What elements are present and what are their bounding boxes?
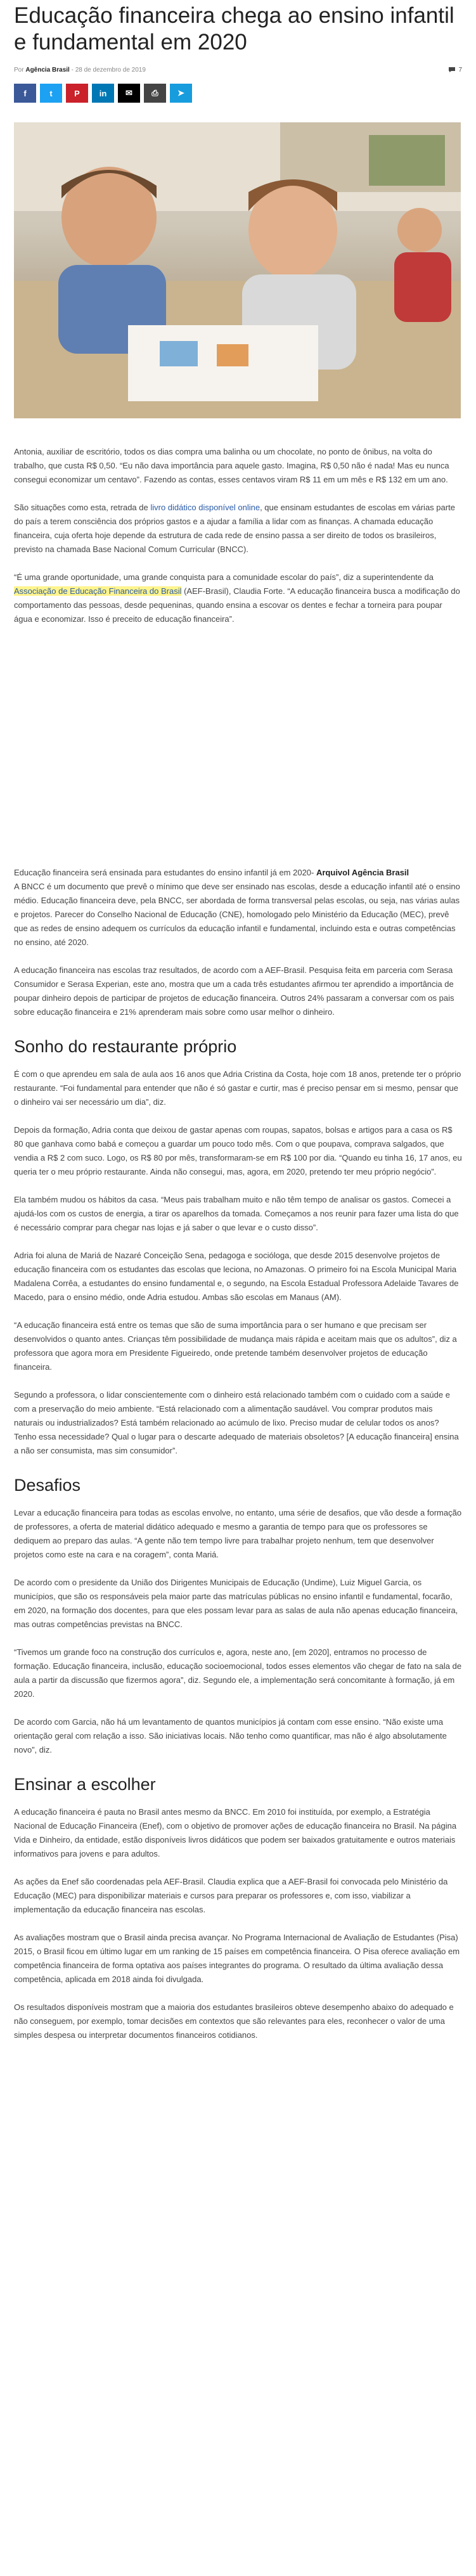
article-title: Educação financeira chega ao ensino infantil e fundamental em 2020: [14, 3, 454, 55]
article-meta: [14, 65, 462, 75]
print-icon: ⎙: [151, 88, 158, 98]
embedded-media-space: [14, 626, 462, 866]
paragraph: É com o que aprendeu em sala de aula aos 16 anos que Adria Cristina da Costa, hoje com 18 anos, pretende ter o próprio restaurante. “Foi fundamental para entender que não é só gastar e curtir, mas é preciso pensar em si mesmo, pensar que o dinheiro vai ser necessário um dia”, diz.: [14, 1069, 461, 1107]
paragraph: A BNCC é um documento que prevê o mínimo que deve ser ensinado nas escolas, desde a educação infantil até o ensino médio. Educação financeira deve, pela BNCC, ser abordada de forma transversal pelas escolas, ou seja, nas várias aulas e projetos. Parecer do Conselho Nacional de Educação (CNE), homologado pelo Ministério da Educação (MEC), prevê que as redes de ensino adequem os currículos da educação infantil e fundamental, incluindo esta e outras competências no ensino, até 2020.: [14, 882, 460, 947]
share-email-button[interactable]: [118, 84, 140, 103]
publish-date: - 28 de dezembro de 2019: [71, 66, 146, 74]
share-twitter-button[interactable]: [40, 84, 62, 103]
linkedin-icon: in: [99, 88, 107, 98]
pinterest-icon: P: [74, 88, 80, 98]
comments-count: 7: [458, 66, 462, 74]
share-pinterest-button[interactable]: [66, 84, 88, 103]
article-body-2: [14, 880, 462, 1019]
classroom-photo: [14, 122, 461, 418]
share-facebook-button[interactable]: [14, 84, 36, 103]
byline: [14, 67, 146, 74]
paragraph-text: , que ensinam estudantes de escolas em várias parte do país a terem consciência dos próprios gastos e a ajudar a família a lidar com as finanças. A chamada educação financeira, cuja oferta hoje depende da estrutura de cada rede de ensino passa a ser direito de todos os brasileiros, previsto na chamada Base Nacional Comum Curricular (BNCC).: [14, 503, 455, 554]
image-caption: [14, 866, 462, 880]
aef-brasil-link[interactable]: Associação de Educação Financeira do Brasil: [14, 586, 182, 596]
paragraph: De acordo com o presidente da União dos Dirigentes Municipais de Educação (Undime), Luiz Miguel Garcia, os municípios, que são os responsáveis pela maior parte das matrículas públicas no ensino infantil e fundamental, focarão, em 2020, na formação dos docentes, para que eles possam levar para as salas de aula não apenas educação financeira, mas outras competências previstas na BNCC.: [14, 1578, 458, 1629]
share-print-button[interactable]: [144, 84, 166, 103]
paragraph-text: (AEF-Brasil), Claudia Forte. “A educação financeira busca a modificação do comportamento das pessoas, desde pequeninas, quando ensina a escovar os dentes e fechar a torneira para poupar água e economizar. Isso é preceito de educação financeira”.: [14, 586, 460, 624]
share-bar: [14, 84, 462, 103]
paragraph: Levar a educação financeira para todas as escolas envolve, no entanto, uma série de desafios, que vão desde a formação de professores, a oferta de material didático adequado e mesmo a garantia de tempo para que os professores se dediquem ao preparo das aulas. “A gente não tem tempo livre para trabalhar projeto nenhum, tem que desenvolver projetos como este na cara e na coragem”, conta Mariá.: [14, 1508, 462, 1559]
comments-link[interactable]: [448, 67, 462, 74]
twitter-icon: t: [49, 88, 53, 98]
by-label: Por: [14, 66, 24, 74]
email-icon: ✉: [125, 88, 132, 98]
textbook-link[interactable]: livro didático disponível online: [150, 503, 261, 512]
paragraph: De acordo com Garcia, não há um levantamento de quantos municípios já contam com esse ensino. “Não existe uma orientação geral com relação a isso. São iniciativas locais. Não tenho como quantificar, mas não é algo absolutamente novo”, diz.: [14, 1717, 447, 1755]
paragraph: Segundo a professora, o lidar conscientemente com o dinheiro está relacionado também com o cuidado com a saúde e com a preservação do meio ambiente. “Está relacionado com a alimentação saudável. Vou comprar produtos mais naturais ou industrializados? Está também relacionado ao acúmulo de lixo. Preciso mudar de celular todos os anos? Tenho essa necessidade? Qual o lugar para o descarte adequado de materiais obsoletos? [A educação financeira] ensina a não ser consumista, mas sim consumidor”.: [14, 1390, 459, 1455]
article-body-5: [14, 1805, 462, 2042]
paragraph: Depois da formação, Adria conta que deixou de gastar apenas com roupas, sapatos, bolsas e artigos para a casa os R$ 80 que ganhava como babá e começou a guardar um pouco todo mês. Com o que poupava, comprava salgados, que vendia a R$ 2 com suco. Logo, os R$ 80 por mês, transformaram-se em R$ 100 por dia. “Quando eu tinha 16, 17 anos, eu queria ter o meu próprio restaurante. Ainda não consegui, mas, agora, em 2020, pretendo ter meu próprio negócio”.: [14, 1125, 462, 1176]
paragraph: [14, 570, 462, 626]
hero-image: [14, 122, 461, 418]
paragraph: A educação financeira nas escolas traz resultados, de acordo com a AEF-Brasil. Pesquisa feita em parceria com Serasa Consumidor e Serasa Experian, este ano, mostra que um a cada três estudantes afirmou ter aprendido a importância de poupar dinheiro depois de participar de projetos de educação financeira. Outros 24% passaram a conversar com os pais sobre educação financeira e 21% aprenderam mais sobre como usar melhor o dinheiro.: [14, 965, 454, 1017]
paragraph: “A educação financeira está entre os temas que são de suma importância para o ser humano e que precisam ser desenvolvidos o quanto antes. Crianças têm possibilidade de mudança mais rápida e aceitam mais que os adultos”, diz a professora que agora mora em Presidente Figueiredo, onde pretende também desenvolver projetos de educação financeira.: [14, 1320, 457, 1372]
paragraph: Adria foi aluna de Mariá de Nazaré Conceição Sena, pedagoga e socióloga, que desde 2015 desenvolve projetos de educação financeira com os estudantes das escolas que leciona, no Amazonas. O primeiro foi na Escola Municipal Maria Madalena Corrêa, a estudantes do ensino fundamental e, o segundo, na Escola Estadual Professora Adelaide Tavares de Macedo, para o ensino médio, onde Adria estudou. Ambas são escolas em Manaus (AM).: [14, 1251, 459, 1302]
caption-text: Educação financeira será ensinada para estudantes do ensino infantil já em 2020-: [14, 868, 316, 877]
paragraph-text: “É uma grande oportunidade, uma grande conquista para a comunidade escolar do país”, diz a superintendente da: [14, 572, 434, 582]
paragraph: Antonia, auxiliar de escritório, todos os dias compra uma balinha ou um chocolate, no ponto de ônibus, na volta do trabalho, que custa R$ 0,50. “Eu não dava importância para aquele gasto. Imagina, R$ 0,50 não é nada! Mas eu nunca consegui economizar um centavo”. Fazendo as contas, esses centavos viram R$ 11 em um mês e R$ 132 em um ano.: [14, 447, 449, 484]
author-link[interactable]: Agência Brasil: [25, 66, 70, 74]
paragraph: [14, 501, 462, 557]
paragraph: As avaliações mostram que o Brasil ainda precisa avançar. No Programa Internacional de Avaliação de Estudantes (Pisa) 2015, o Brasil ficou em último lugar em um ranking de 15 países em competência financeira. O Pisa oferece avaliação em competência financeira de forma optativa aos países integrantes do programa. O resultado da última avaliação dessa competência, aplicada em 2018 ainda foi divulgada.: [14, 1933, 460, 1984]
article-body: [14, 445, 462, 626]
section-heading: Desafios: [14, 1476, 81, 1495]
facebook-icon: f: [23, 88, 27, 98]
caption-credit: Arquivol Agência Brasil: [316, 868, 409, 877]
section-heading: Sonho do restaurante próprio: [14, 1037, 237, 1056]
paragraph: Ela também mudou os hábitos da casa. “Meus pais trabalham muito e não têm tempo de analisar os gastos. Comecei a ajudá-los com os custos de energia, a tirar os aparelhos da tomada. Começamos a nos reunir para fazer uma lista do que é necessário comprar para chegar nas lojas e já saber o que levar e o custo disso”.: [14, 1195, 459, 1232]
article-body-3: [14, 1067, 462, 1458]
section-heading: Ensinar a escolher: [14, 1775, 156, 1794]
paragraph-text: São situações como esta, retrada de: [14, 503, 151, 512]
paragraph: As ações da Enef são coordenadas pela AEF-Brasil. Claudia explica que a AEF-Brasil foi convocada pelo Ministério da Educação (MEC) para disponibilizar materiais e cursos para preparar os professores e, com isso, viabilizar a implementação da educação financeira nas escolas.: [14, 1877, 448, 1914]
share-telegram-button[interactable]: [170, 84, 192, 103]
article-body-4: [14, 1506, 462, 1757]
paragraph: “Tivemos um grande foco na construção dos currículos e, agora, neste ano, [em 2020], entramos no processo de formação. Educação financeira, inclusão, educação socioemocional, todos esses elementos vão chegar de fato na sala de aula a partir da discussão que fizermos agora”, diz. Segundo ele, a implementação será concomitante à formação, já em 2020.: [14, 1647, 462, 1699]
paragraph: A educação financeira é pauta no Brasil antes mesmo da BNCC. Em 2010 foi instituída, por exemplo, a Estratégia Nacional de Educação Financeira (Enef), com o objetivo de promover ações de educação financeira no Brasil. Na página Vida e Dinheiro, da entidade, estão disponíveis livros didáticos que podem ser baixados gratuitamente e outros materiais informativos para jovens e para adultos.: [14, 1807, 457, 1858]
share-linkedin-button[interactable]: [92, 84, 114, 103]
comment-icon: [448, 67, 456, 73]
telegram-icon: ➤: [177, 88, 184, 98]
paragraph: Os resultados disponíveis mostram que a maioria dos estudantes brasileiros obteve desempenho abaixo do adequado e não conseguem, por exemplo, tomar decisões em contextos que são relevantes para eles, reconhecer o valor de uma simples despesa ou interpretar documentos financeiros cotidianos.: [14, 2002, 454, 2040]
